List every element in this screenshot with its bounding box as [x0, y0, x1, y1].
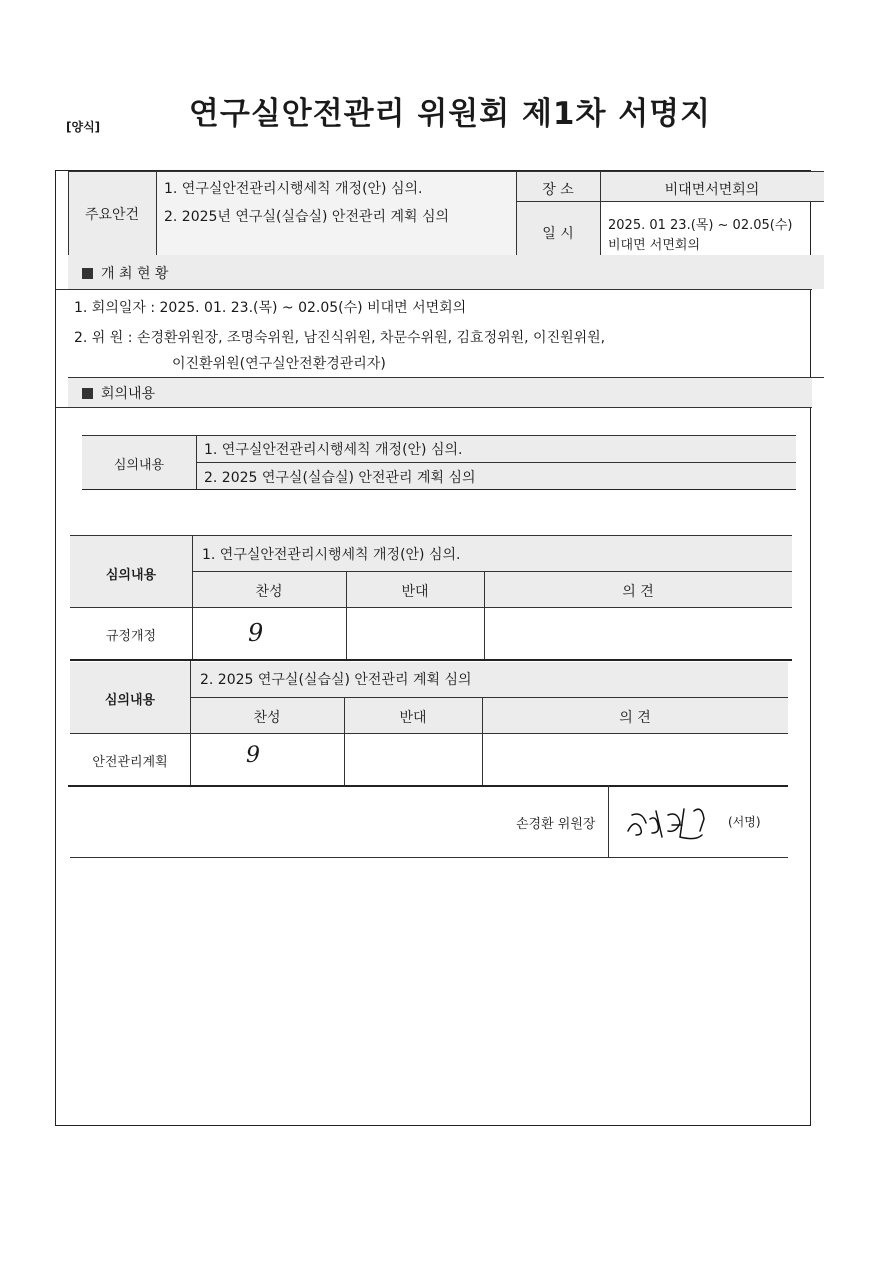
agenda-item-1: 1. 연구실안전관리시행세칙 개정(안) 심의. — [164, 181, 423, 197]
vote2-item: 2. 2025 연구실(실습실) 안전관리 계획 심의 — [200, 672, 472, 688]
content-heading-bar — [68, 378, 812, 407]
vote2-col-opinion: 의 견 — [619, 710, 651, 726]
form-label: [양식] — [66, 120, 101, 134]
vote1-for-value: 9 — [248, 619, 264, 647]
vote2-row-label: 안전관리계획 — [92, 755, 168, 770]
form-frame — [55, 170, 811, 1126]
status-line-members: 2. 위 원 : 손경환위원장, 조명숙위원, 남진식위원, 차문수위원, 김효정위원, 이진원위원, — [74, 330, 606, 346]
status-heading-bar — [68, 255, 824, 289]
vote1-label: 심의내용 — [105, 568, 157, 583]
place-value: 비대면서면회의 — [664, 182, 760, 198]
vote1-col-against: 반대 — [401, 584, 429, 600]
summary-label: 심의내용 — [113, 458, 165, 473]
vote1-row-label: 규정개정 — [105, 629, 157, 644]
page-title: 연구실안전관리 위원회 제1차 서명지 — [188, 96, 712, 132]
vote2-label: 심의내용 — [104, 693, 156, 708]
status-heading: 개 최 현 황 — [82, 263, 168, 283]
summary-item-1: 1. 연구실안전관리시행세칙 개정(안) 심의. — [204, 442, 463, 458]
signer-name: 손경환 위원장 — [516, 817, 596, 832]
square-bullet-icon — [82, 388, 93, 399]
vote2-col-for: 찬성 — [253, 710, 281, 726]
vote2-col-against: 반대 — [399, 710, 427, 726]
vote2-for-value: 9 — [246, 743, 260, 768]
agenda-item-2: 2. 2025년 연구실(실습실) 안전관리 계획 심의 — [164, 209, 450, 225]
place-label: 장 소 — [542, 182, 574, 198]
summary-item-2: 2. 2025 연구실(실습실) 안전관리 계획 심의 — [204, 470, 476, 486]
status-line-date: 1. 회의일자 : 2025. 01. 23.(목) ~ 02.05(수) 비대면 서면회의 — [74, 300, 467, 316]
date-value-line2: 비대면 서면회의 — [608, 238, 701, 253]
vote1-item: 1. 연구실안전관리시행세칙 개정(안) 심의. — [202, 547, 461, 563]
signature-image — [622, 801, 732, 847]
square-bullet-icon — [82, 268, 93, 279]
vote1-col-opinion: 의 견 — [622, 584, 654, 600]
vote1-col-for: 찬성 — [255, 584, 283, 600]
agenda-label: 주요안건 — [84, 207, 140, 223]
status-line-members-cont: 이진환위원(연구실안전환경관리자) — [172, 356, 386, 372]
signature-note: (서명) — [728, 815, 761, 829]
date-value-line1: 2025. 01 23.(목) ~ 02.05(수) — [608, 218, 793, 233]
date-label: 일 시 — [542, 226, 574, 242]
content-heading: 회의내용 — [82, 383, 155, 403]
